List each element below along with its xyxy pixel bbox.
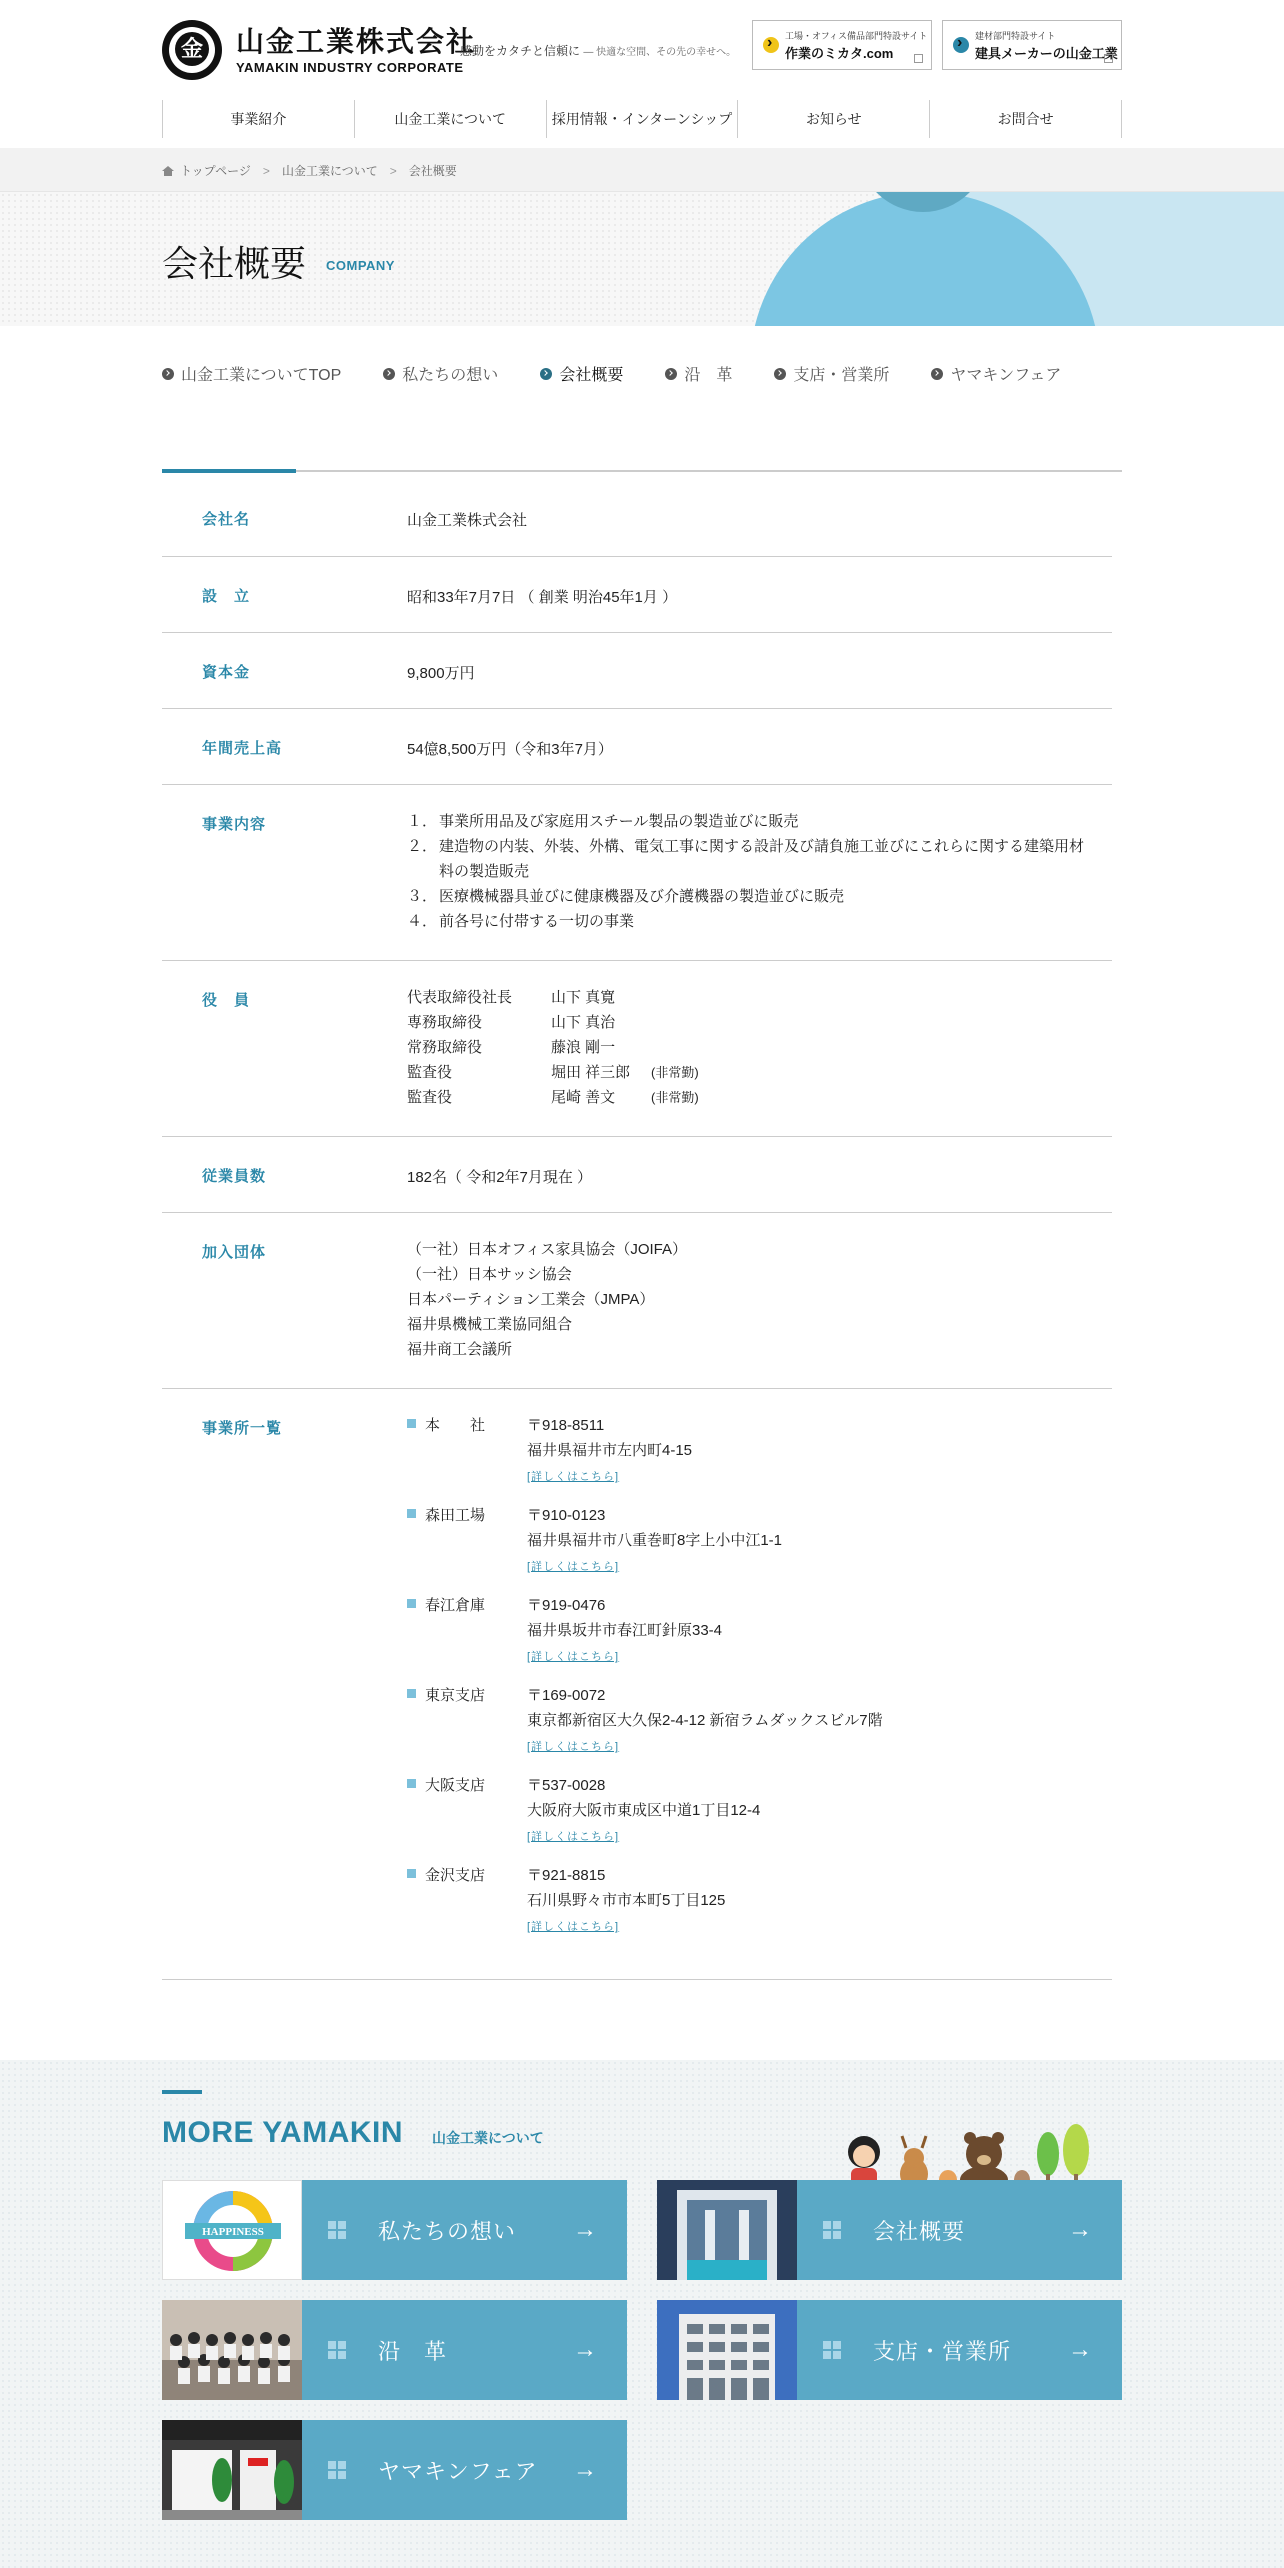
home-icon: [162, 166, 174, 176]
row-label: 資本金: [202, 664, 251, 681]
square-bullet-icon: [407, 1779, 416, 1788]
arrow-icon: [953, 37, 969, 53]
profile-row-business: [162, 785, 1112, 961]
card-thumbnail: [657, 2300, 797, 2400]
office-detail-link[interactable]: [詳しくはこちら]: [527, 1651, 620, 1663]
more-card-philosophy[interactable]: [162, 2180, 627, 2280]
more-card-history[interactable]: [162, 2300, 627, 2400]
grid-icon: [328, 2221, 346, 2239]
subnav-item-branches[interactable]: [774, 362, 889, 385]
office-detail-link[interactable]: [詳しくはこちら]: [527, 1921, 620, 1933]
office-zip: 〒919-0476: [527, 1597, 606, 1614]
row-value: 9,800万円: [407, 665, 475, 682]
list-item: 福井商工会議所: [407, 1341, 513, 1358]
office-detail-link[interactable]: [詳しくはこちら]: [527, 1741, 620, 1753]
logo-emblem-icon: [162, 20, 222, 80]
breadcrumb-current: 会社概要: [408, 164, 457, 178]
officer-entry: 監査役 尾崎 善文 (非常勤): [407, 1089, 699, 1106]
subnav-label: 山金工業についてTOP: [181, 367, 342, 384]
chevron-right-icon: [383, 368, 395, 380]
grid-icon: [328, 2461, 346, 2479]
office-detail-link[interactable]: [詳しくはこちら]: [527, 1471, 620, 1483]
logo-name-en: YAMAKIN INDUSTRY CORPORATE: [236, 59, 464, 75]
square-bullet-icon: [407, 1689, 416, 1698]
row-label: 設 立: [202, 588, 251, 605]
list-item: ４． 前各号に付帯する一切の事業: [407, 913, 635, 930]
arrow-right-icon: →: [1068, 2216, 1092, 2243]
office-name: 春江倉庫: [425, 1597, 486, 1614]
office-address: 福井県坂井市春江町針原33-4: [527, 1622, 723, 1639]
more-card-company[interactable]: [657, 2180, 1122, 2280]
subnav-item-fair[interactable]: [931, 362, 1061, 385]
list-item: ２． 建造物の内装、外装、外構、電気工事に関する設計及び請負施工並びにこれらに関する建築用材料の製造販売: [407, 838, 1085, 880]
row-label: 事業内容: [202, 816, 267, 833]
page-title-en: COMPANY: [326, 258, 395, 273]
arrow-right-icon: →: [573, 2336, 597, 2363]
card-label: 会社概要: [873, 2219, 966, 2244]
list-item: 福井県機械工業協同組合: [407, 1316, 573, 1333]
office-name: 東京支店: [425, 1687, 486, 1704]
officers-list: [407, 985, 699, 1110]
breadcrumb-bar: [0, 148, 1284, 192]
banner-title: 作業のミカタ.com: [785, 46, 894, 61]
site-header: [0, 0, 1284, 148]
subnav-label: 支店・営業所: [793, 367, 890, 384]
list-item: １． 事業所用品及び家庭用スチール製品の製造並びに販売: [407, 813, 799, 830]
row-label: 年間売上高: [202, 740, 283, 757]
profile-row-company-name: [162, 472, 1112, 557]
row-label: 従業員数: [202, 1168, 267, 1185]
card-label: 私たちの想い: [378, 2219, 517, 2244]
profile-row-offices: [162, 1389, 1112, 1980]
banner-caption: 工場・オフィス備品部門特設サイト: [785, 31, 928, 41]
business-list: [407, 809, 1087, 934]
office-zip: 〒921-8815: [527, 1867, 606, 1884]
tagline-sub: — 快適な空間、その先の幸せへ。: [583, 47, 737, 58]
profile-row-associations: [162, 1213, 1112, 1389]
row-value: 山金工業株式会社: [407, 512, 528, 529]
office-building-photo-icon: [657, 2300, 797, 2400]
office-name: 本 社: [425, 1417, 486, 1434]
subnav-item-history[interactable]: [665, 362, 732, 385]
office-detail-link[interactable]: [詳しくはこちら]: [527, 1561, 620, 1573]
logo-name-jp: 山金工業株式会社: [236, 25, 477, 57]
office-zip: 〒169-0072: [527, 1687, 606, 1704]
mikata-site-banner[interactable]: [752, 20, 932, 70]
nav-item-about[interactable]: 山金工業について: [354, 100, 546, 138]
chevron-right-icon: [162, 368, 174, 380]
office-info: [527, 1593, 722, 1670]
square-bullet-icon: [407, 1419, 416, 1428]
office-address: 石川県野々市市本町5丁目125: [527, 1892, 726, 1909]
subnav-item-company[interactable]: [540, 362, 623, 385]
svg-text:HAPPINESS: HAPPINESS: [202, 2226, 264, 2238]
office-info: [527, 1413, 692, 1490]
office-address: 福井県福井市左内町4-15: [527, 1442, 693, 1459]
list-item: （一社）日本サッシ協会: [407, 1266, 572, 1283]
row-label: 役 員: [202, 992, 251, 1009]
external-link-icon: [914, 54, 923, 63]
arrow-right-icon: →: [573, 2456, 597, 2483]
more-yamakin-section: [0, 2060, 1284, 2568]
card-thumbnail: [162, 2300, 302, 2400]
row-label: 事業所一覧: [202, 1420, 283, 1437]
card-label: 沿 革: [378, 2339, 448, 2364]
subnav-item-about-top[interactable]: [162, 362, 341, 385]
banner-caption: 建材部門特設サイト: [975, 31, 1056, 41]
list-item: （一社）日本オフィス家具協会（JOIFA）: [407, 1241, 688, 1258]
tagline-main: 感動をカタチと信頼に: [460, 44, 581, 58]
grid-icon: [823, 2341, 841, 2359]
chevron-right-icon: [774, 368, 786, 380]
office-zip: 〒918-8511: [527, 1417, 605, 1434]
profile-row-employees: [162, 1137, 1112, 1213]
office-address: 大阪府大阪市東成区中道1丁目12-4: [527, 1802, 761, 1819]
breadcrumb-separator: >: [262, 163, 270, 178]
external-link-icon: [1104, 54, 1113, 63]
card-thumbnail: [162, 2420, 302, 2520]
chevron-right-icon: [665, 368, 677, 380]
officer-entry: 専務取締役 山下 真治: [407, 1014, 616, 1031]
office-detail-link[interactable]: [詳しくはこちら]: [527, 1831, 620, 1843]
office-name: 金沢支店: [425, 1867, 486, 1884]
profile-row-established: [162, 557, 1112, 633]
row-label: 会社名: [202, 511, 251, 528]
card-label: 支店・営業所: [873, 2339, 1012, 2364]
more-card-fair[interactable]: [162, 2420, 627, 2520]
more-subtitle: 山金工業について: [432, 2130, 544, 2146]
global-nav: [162, 100, 1122, 138]
logo-text: [236, 26, 476, 75]
profile-row-sales: [162, 709, 1112, 785]
nav-item-contact[interactable]: お問合せ: [929, 100, 1122, 138]
more-title: MORE YAMAKIN: [162, 2116, 404, 2149]
grid-icon: [823, 2221, 841, 2239]
officer-entry: 代表取締役社長 山下 真寛: [407, 989, 616, 1006]
profile-row-capital: [162, 633, 1112, 709]
page-title: 会社概要: [162, 243, 307, 284]
kenzai-site-banner[interactable]: [942, 20, 1122, 70]
profile-row-officers: [162, 961, 1112, 1137]
breadcrumb-about[interactable]: 山金工業について: [281, 164, 378, 178]
nav-item-business[interactable]: 事業紹介: [162, 100, 354, 138]
section-accent-bar: [162, 2090, 202, 2094]
about-subnav: [162, 362, 1103, 385]
chevron-right-icon: [540, 368, 552, 380]
officer-entry: 常務取締役 藤浪 剛一: [407, 1039, 616, 1056]
row-value: 昭和33年7月7日 （ 創業 明治45年1月 ）: [407, 589, 678, 606]
grid-icon: [328, 2341, 346, 2359]
group-photo-icon: [162, 2300, 302, 2400]
officer-entry: 監査役 堀田 祥三郎 (非常勤): [407, 1064, 699, 1081]
arrow-right-icon: →: [1068, 2336, 1092, 2363]
office-address: 福井県福井市八重巻町8字上小中江1-1: [527, 1532, 783, 1549]
exhibition-photo-icon: [162, 2420, 302, 2520]
row-label: 加入団体: [202, 1244, 267, 1261]
square-bullet-icon: [407, 1599, 416, 1608]
list-item: 日本パーティション工業会（JMPA）: [407, 1291, 655, 1308]
tagline: [460, 42, 736, 59]
subnav-label: ヤマキンフェア: [950, 367, 1062, 384]
site-logo[interactable]: [162, 20, 476, 80]
office-name: 大阪支店: [425, 1777, 486, 1794]
arrow-icon: [763, 37, 779, 53]
office-address: 東京都新宿区大久保2-4-12 新宿ラムダックスビル7階: [527, 1712, 883, 1729]
subnav-label: 私たちの想い: [402, 367, 499, 384]
breadcrumb: [162, 162, 457, 179]
office-zip: 〒537-0028: [527, 1777, 606, 1794]
nav-item-recruit[interactable]: 採用情報・インターンシップ: [546, 100, 738, 138]
office-zip: 〒910-0123: [527, 1507, 606, 1524]
subnav-label: 会社概要: [559, 367, 624, 384]
breadcrumb-separator: >: [389, 163, 397, 178]
happiness-logo-icon: [163, 2181, 302, 2280]
associations-list: [407, 1237, 687, 1362]
breadcrumb-top[interactable]: トップページ: [180, 164, 251, 178]
square-bullet-icon: [407, 1509, 416, 1518]
arrow-right-icon: →: [573, 2216, 597, 2243]
subnav-label: 沿 革: [684, 367, 733, 384]
card-thumbnail: [657, 2180, 797, 2280]
banner-title: 建具メーカーの山金工業: [975, 46, 1118, 61]
office-info: [527, 1773, 760, 1850]
office-info: [527, 1863, 725, 1940]
subnav-item-philosophy[interactable]: [383, 362, 498, 385]
more-card-branches[interactable]: [657, 2300, 1122, 2400]
square-bullet-icon: [407, 1869, 416, 1878]
building-photo-icon: [657, 2180, 797, 2280]
card-thumbnail: [162, 2180, 302, 2280]
office-info: [527, 1503, 782, 1580]
page-title-band: [0, 192, 1284, 326]
list-item: ３． 医療機械器具並びに健康機器及び介護機器の製造並びに販売: [407, 888, 845, 905]
row-value: 182名（ 令和2年7月現在 ）: [407, 1169, 593, 1186]
row-value: 54億8,500万円（令和3年7月）: [407, 741, 613, 758]
chevron-right-icon: [931, 368, 943, 380]
office-info: [527, 1683, 883, 1760]
card-label: ヤマキンフェア: [378, 2459, 538, 2484]
nav-item-news[interactable]: お知らせ: [737, 100, 929, 138]
office-name: 森田工場: [425, 1507, 486, 1524]
